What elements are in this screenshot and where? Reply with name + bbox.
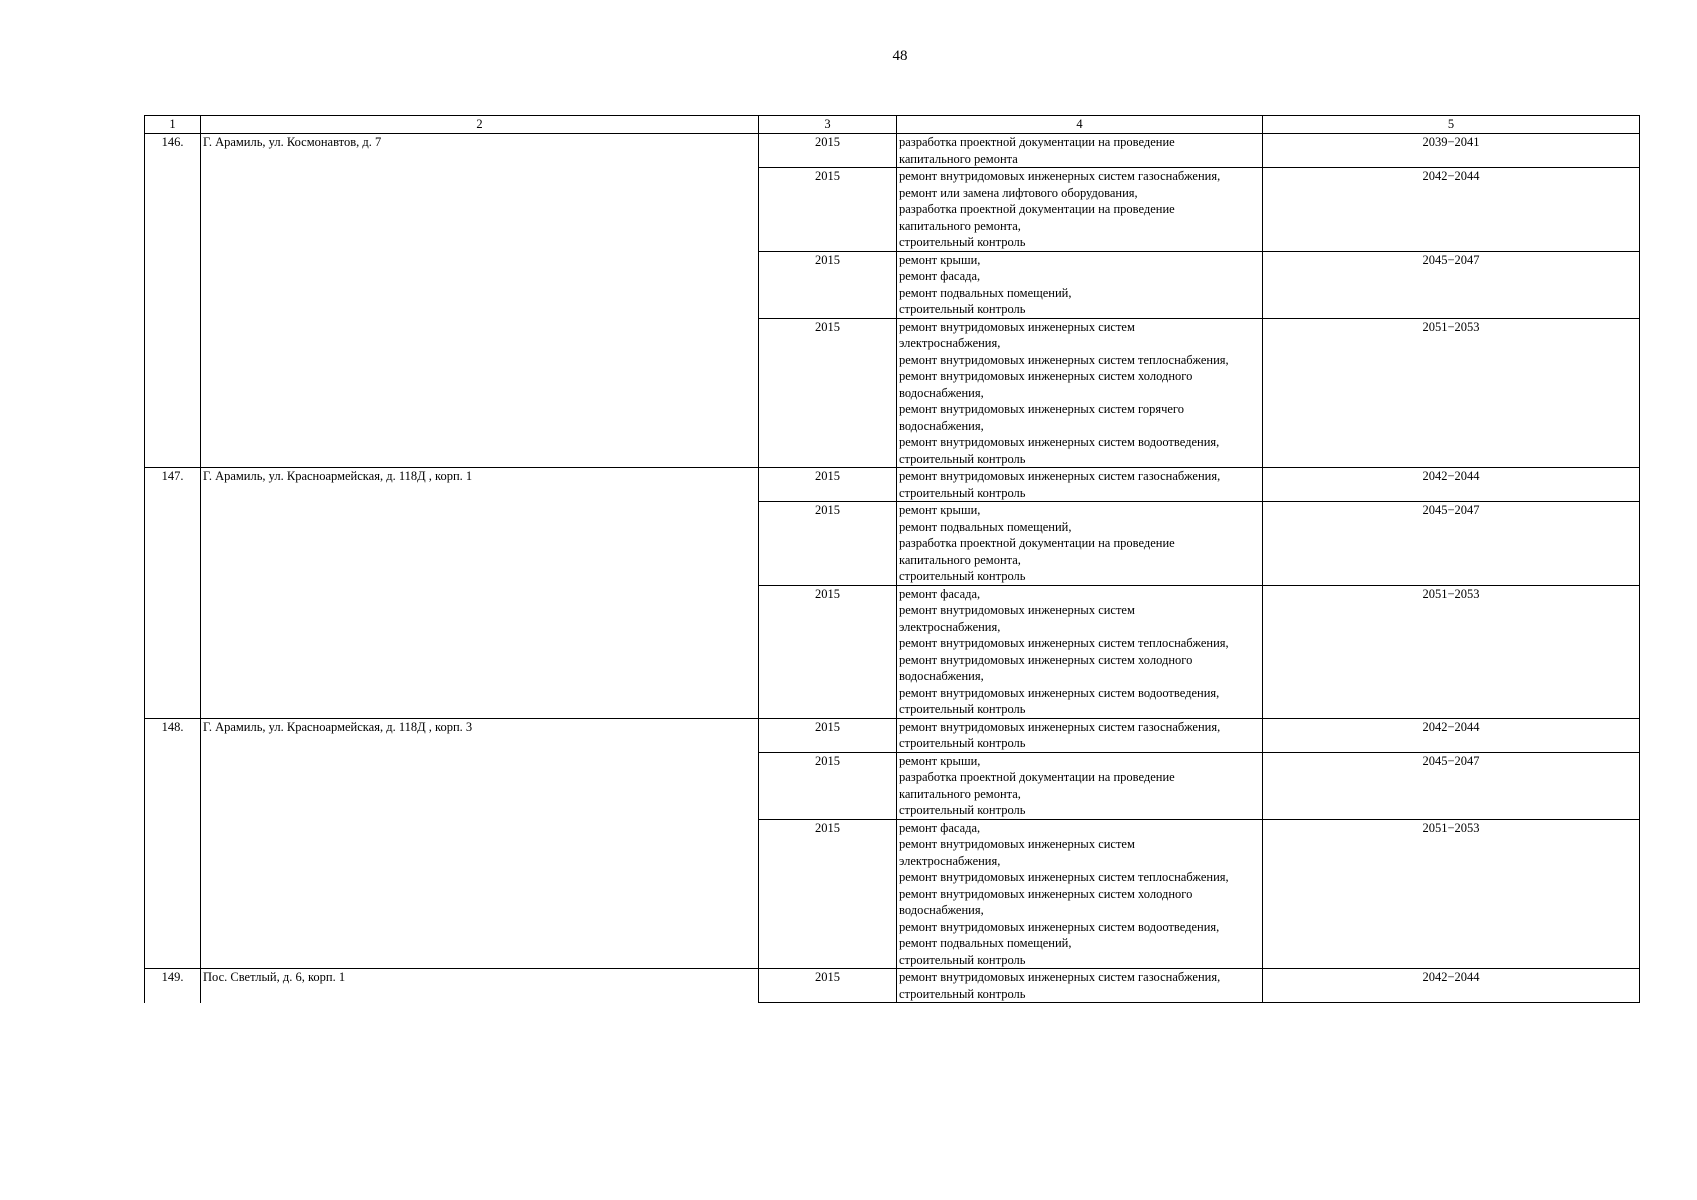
repair-works-cell: ремонт крыши, ремонт подвальных помещений, разработка проектной документации на проведение капитального ремонта, строительный контроль [897,502,1263,586]
header-col-4: 4 [897,116,1263,134]
survey-year-cell: 2015 [759,969,897,1003]
planned-period-cell: 2051−2053 [1263,819,1640,969]
repair-works-cell: ремонт внутридомовых инженерных систем газоснабжения, строительный контроль [897,718,1263,752]
table-row [145,718,1640,752]
repair-works-cell: ремонт фасада, ремонт внутридомовых инженерных систем электроснабжения, ремонт внутридомовых инженерных систем теплоснабжения, ремонт внутридомовых инженерных систем холодного водоснабжения, ремонт внутридомовых инженерных систем водоотведения, ремонт подвальных помещений, строительный контроль [897,819,1263,969]
header-col-3: 3 [759,116,897,134]
survey-year-cell: 2015 [759,134,897,168]
survey-year-cell: 2015 [759,718,897,752]
repair-works-cell: ремонт внутридомовых инженерных систем газоснабжения, строительный контроль [897,969,1263,1003]
repair-works-cell: разработка проектной документации на проведение капитального ремонта [897,134,1263,168]
survey-year-cell: 2015 [759,502,897,586]
page-number: 48 [892,48,908,64]
object-address-cell: Г. Арамиль, ул. Космонавтов, д. 7 [201,134,759,468]
object-address-cell: Г. Арамиль, ул. Красноармейская, д. 118Д , корп. 3 [201,718,759,969]
planned-period-cell: 2045−2047 [1263,251,1640,318]
repair-works-cell: ремонт внутридомовых инженерных систем газоснабжения, ремонт или замена лифтового оборудования, разработка проектной документации на проведение капитального ремонта, строительный контроль [897,168,1263,252]
table-row [145,134,1640,168]
planned-period-cell: 2042−2044 [1263,969,1640,1003]
survey-year-cell: 2015 [759,819,897,969]
survey-year-cell: 2015 [759,251,897,318]
object-number-cell: 148. [145,718,201,969]
planned-period-cell: 2042−2044 [1263,468,1640,502]
object-number-cell: 146. [145,134,201,468]
table-row [145,468,1640,502]
object-number-cell: 149. [145,969,201,1003]
header-col-5: 5 [1263,116,1640,134]
planned-period-cell: 2042−2044 [1263,168,1640,252]
planned-period-cell: 2051−2053 [1263,585,1640,718]
planned-period-cell: 2045−2047 [1263,502,1640,586]
repair-works-cell: ремонт фасада, ремонт внутридомовых инженерных систем электроснабжения, ремонт внутридомовых инженерных систем теплоснабжения, ремонт внутридомовых инженерных систем холодного водоснабжения, ремонт внутридомовых инженерных систем водоотведения, строительный контроль [897,585,1263,718]
table-row [145,969,1640,1003]
planned-period-cell: 2051−2053 [1263,318,1640,468]
repair-works-cell: ремонт крыши, ремонт фасада, ремонт подвальных помещений, строительный контроль [897,251,1263,318]
survey-year-cell: 2015 [759,318,897,468]
object-address-cell: Г. Арамиль, ул. Красноармейская, д. 118Д , корп. 1 [201,468,759,719]
survey-year-cell: 2015 [759,168,897,252]
planned-period-cell: 2042−2044 [1263,718,1640,752]
table-header-row [145,116,1640,134]
survey-year-cell: 2015 [759,585,897,718]
survey-year-cell: 2015 [759,752,897,819]
repair-schedule-table [144,115,1640,1003]
object-address-cell: Пос. Светлый, д. 6, корп. 1 [201,969,759,1003]
planned-period-cell: 2039−2041 [1263,134,1640,168]
survey-year-cell: 2015 [759,468,897,502]
object-number-cell: 147. [145,468,201,719]
planned-period-cell: 2045−2047 [1263,752,1640,819]
repair-works-cell: ремонт крыши, разработка проектной документации на проведение капитального ремонта, строительный контроль [897,752,1263,819]
header-col-2: 2 [201,116,759,134]
repair-works-cell: ремонт внутридомовых инженерных систем электроснабжения, ремонт внутридомовых инженерных систем теплоснабжения, ремонт внутридомовых инженерных систем холодного водоснабжения, ремонт внутридомовых инженерных систем горячего водоснабжения, ремонт внутридомовых инженерных систем водоотведения, строительный контроль [897,318,1263,468]
header-col-1: 1 [145,116,201,134]
repair-works-cell: ремонт внутридомовых инженерных систем газоснабжения, строительный контроль [897,468,1263,502]
